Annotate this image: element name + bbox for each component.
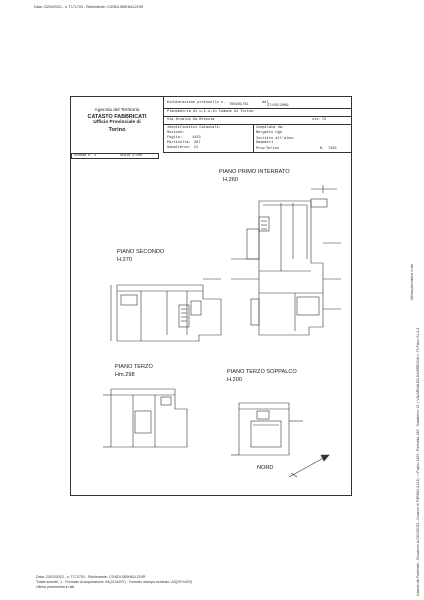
label-terzo: PIANO TERZO <box>115 364 153 370</box>
agency-catasto: CATASTO FABBRICATI <box>87 114 147 120</box>
cadastral-title: Identificativi Catastali: <box>167 126 221 130</box>
compiled-label: Compilata da: <box>256 126 285 130</box>
subalterno-value: 21 <box>194 146 199 150</box>
particella-value: 287 <box>194 141 201 145</box>
planimetry-sheet <box>70 96 352 496</box>
second-floor-plan <box>111 279 221 341</box>
scheda-label: Scheda n. <box>74 154 93 158</box>
third-floor-plan <box>103 389 187 447</box>
north-arrow <box>289 455 329 477</box>
footer-line-1: Data: 23/03/2023 - n. T171703 - Richiedente: CGNDLS85H62L219R <box>36 575 146 579</box>
number-value: 7464 <box>328 147 337 151</box>
register-label: Iscritto all'albo: <box>256 137 295 141</box>
number-label: N. <box>320 147 325 151</box>
side-text-far: Ultima planimetria in atti <box>410 263 414 300</box>
protocol-date-label: del <box>262 101 269 105</box>
address: Via Arnaldo Da Brescia <box>167 118 215 122</box>
label-terzo-height: Hm.298 <box>115 372 135 378</box>
register-value: Geometri <box>256 141 274 145</box>
compiled-name: Bergetto Ugo <box>256 131 282 135</box>
agency-block <box>71 97 163 153</box>
label-nord: NORD <box>257 465 274 471</box>
civ-number: 72 <box>322 118 327 122</box>
protocol-number: TO0281731 <box>229 103 249 107</box>
prov-label: Prov. <box>256 147 267 151</box>
label-terzo-soppalco-height: H.200 <box>227 377 242 383</box>
label-secondo: PIANO SECONDO <box>117 249 165 255</box>
protocol-date: 27/03/2009 <box>267 104 289 108</box>
prov-value: Torino <box>266 147 279 151</box>
agency-city: Torino <box>108 127 126 133</box>
basement-plan <box>231 185 341 335</box>
subalterno-label: Subalterno: <box>167 146 191 150</box>
top-stamp: Data: 23/03/2023 - n. T171703 - Richiedente: CGNDLS85H62L219R <box>34 5 144 9</box>
footer-line-3: Ultima planimetria in atti <box>36 585 75 589</box>
side-text-right: Catasto dei Fabbricati - Situazione al 23/03/2023 - Comune di TORINO (L219) - < Foglio: 1423 - Particella: 287 - Subalterno: 21 > VIA ARNALDO DA BRESCIA n. 72 Piano S1-2-3 <box>416 327 420 596</box>
agency-office: Ufficio Provinciale di <box>93 120 141 125</box>
protocol-label: Dichiarazione protocollo n. <box>167 101 226 105</box>
scala-value: 1:200 <box>132 154 143 158</box>
label-primo-interrato-height: H.260 <box>223 177 238 183</box>
agency-name: Agenzia del Territorio <box>94 108 140 113</box>
scala-label: Scala <box>120 154 131 158</box>
label-secondo-height: H.270 <box>117 257 132 263</box>
floor-plan-drawing <box>71 159 352 497</box>
foglio-value: 1423 <box>192 136 201 140</box>
civ-label: civ. <box>312 118 321 122</box>
foglio-label: Foglio: <box>167 136 183 140</box>
sezione-label: Sezione: <box>167 131 185 135</box>
protocol-block <box>163 97 352 153</box>
footer-line-2: Totale schede: 1 - Formato di acquisizione: A4(210x297) - Formato stampa richiesto: A3(297x420) <box>36 580 192 584</box>
third-floor-mezzanine-plan <box>231 403 303 455</box>
particella-label: Particella: <box>167 141 191 145</box>
scheda-value: 1 <box>94 154 97 158</box>
plan-municipality: Planimetria di u.i.u.in Comune di Torino <box>167 110 254 114</box>
label-primo-interrato: PIANO PRIMO INTERRATO <box>219 169 290 175</box>
label-terzo-soppalco: PIANO TERZO SOPPALCO <box>227 369 297 375</box>
floor-plan-area <box>71 159 352 497</box>
